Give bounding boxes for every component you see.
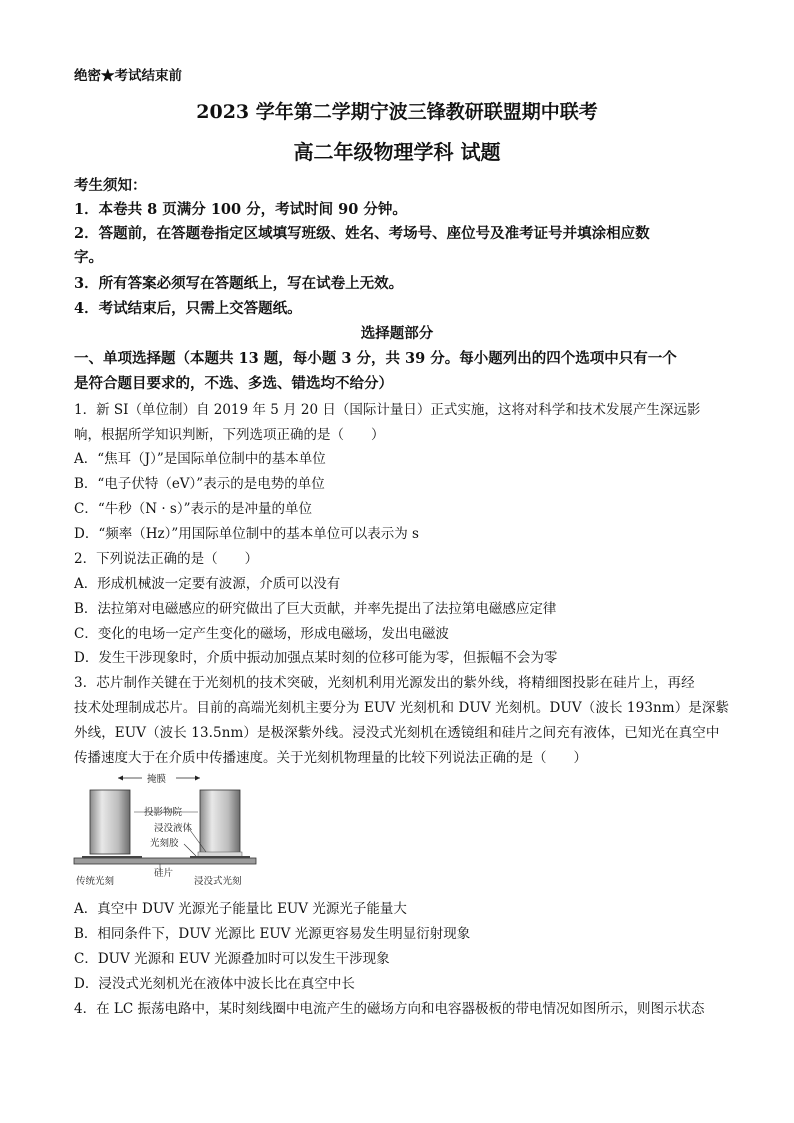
lens-immersion: [200, 790, 240, 854]
label-liquid: 浸没液体: [154, 823, 193, 834]
notice-item: 1．本卷共 8 页满分 100 分，考试时间 90 分钟。: [74, 201, 407, 218]
q1-stem: 响，根据所学知识判断，下列选项正确的是（ ）: [74, 427, 385, 443]
lithography-figure: [72, 772, 258, 890]
section-title: 选择题部分: [360, 325, 434, 342]
q2-option-b: B．法拉第对电磁感应的研究做出了巨大贡献，并率先提出了法拉第电磁感应定律: [74, 601, 557, 617]
part-instructions: 是符合题目要求的，不选、多选、错选均不给分）: [74, 375, 393, 392]
notice-item: 字。: [74, 249, 103, 266]
label-traditional: 传统光刻: [76, 876, 115, 887]
q2-option-d: D．发生干涉现象时，介质中振动加强点某时刻的位移可能为零，但振幅不会为零: [74, 650, 558, 666]
notice-item: 4．考试结束后，只需上交答题纸。: [74, 300, 302, 317]
q1-stem: 1．新 SI（单位制）自 2019 年 5 月 20 日（国际计量日）正式实施，这将对科学和技术发展产生深远影: [74, 402, 701, 418]
exam-title: 2023 学年第二学期宁波三锋教研联盟期中联考: [196, 101, 598, 123]
q1-option-a: A．“焦耳（J）”是国际单位制中的基本单位: [74, 451, 326, 467]
label-mask: 掩膜: [147, 774, 167, 785]
notice-item: 3．所有答案必须写在答题纸上，写在试卷上无效。: [74, 275, 404, 292]
q3-stem: 技术处理制成芯片。目前的高端光刻机主要分为 EUV 光刻机和 DUV 光刻机。DUV（波长 193nm）是深紫: [74, 700, 730, 716]
q1-option-b: B．“电子伏特（eV）”表示的是电势的单位: [74, 476, 325, 492]
q1-option-c: C．“牛秒（N · s）”表示的是冲量的单位: [74, 501, 312, 517]
label-wafer: 硅片: [154, 868, 174, 879]
exam-subtitle: 高二年级物理学科 试题: [293, 140, 501, 164]
notice-item: 2．答题前，在答题卷指定区域填写班级、姓名、考场号、座位号及准考证号并填涂相应数: [74, 225, 650, 242]
label-projection: 投影物院: [144, 807, 183, 818]
notice-heading: 考生须知：: [74, 177, 147, 194]
q3-stem: 传播速度大于在介质中传播速度。关于光刻机物理量的比较下列说法正确的是（ ）: [74, 750, 587, 766]
lens-traditional: [90, 790, 130, 854]
wafer: [74, 858, 256, 864]
q3-option-a: A．真空中 DUV 光源光子能量比 EUV 光源光子能量大: [74, 901, 407, 917]
q4-stem: 4．在 LC 振荡电路中，某时刻线圈中电流产生的磁场方向和电容器极板的带电情况如图所示，则图示状态: [74, 1001, 705, 1017]
confidential-mark: 绝密★考试结束前: [74, 68, 182, 84]
part-instructions: 一、单项选择题（本题共 13 题，每小题 3 分，共 39 分。每小题列出的四个选项中只有一个: [74, 350, 677, 367]
q3-stem: 外线，EUV（波长 13.5nm）是极深紫外线。浸没式光刻机在透镜组和硅片之间充有液体，已知光在真空中: [74, 725, 720, 741]
q2-stem: 2．下列说法正确的是（ ）: [74, 551, 259, 567]
q2-option-c: C．变化的电场一定产生变化的磁场，形成电磁场，发出电磁波: [74, 626, 449, 642]
q1-option-d: D．“频率（Hz）”用国际单位制中的基本单位可以表示为 s: [74, 526, 419, 542]
label-immersion: 浸没式光刻: [194, 876, 242, 887]
q3-stem: 3．芯片制作关键在于光刻机的技术突破，光刻机利用光源发出的紫外线，将精细图投影在硅片上，再经: [74, 675, 695, 691]
q3-option-c: C．DUV 光源和 EUV 光源叠加时可以发生干涉现象: [74, 951, 390, 967]
q3-option-d: D．浸没式光刻机光在液体中波长比在真空中长: [74, 976, 355, 992]
q3-option-b: B．相同条件下，DUV 光源比 EUV 光源更容易发生明显衍射现象: [74, 926, 471, 942]
q2-option-a: A．形成机械波一定要有波源，介质可以没有: [74, 576, 341, 592]
label-photoresist: 光刻胶: [150, 838, 179, 849]
